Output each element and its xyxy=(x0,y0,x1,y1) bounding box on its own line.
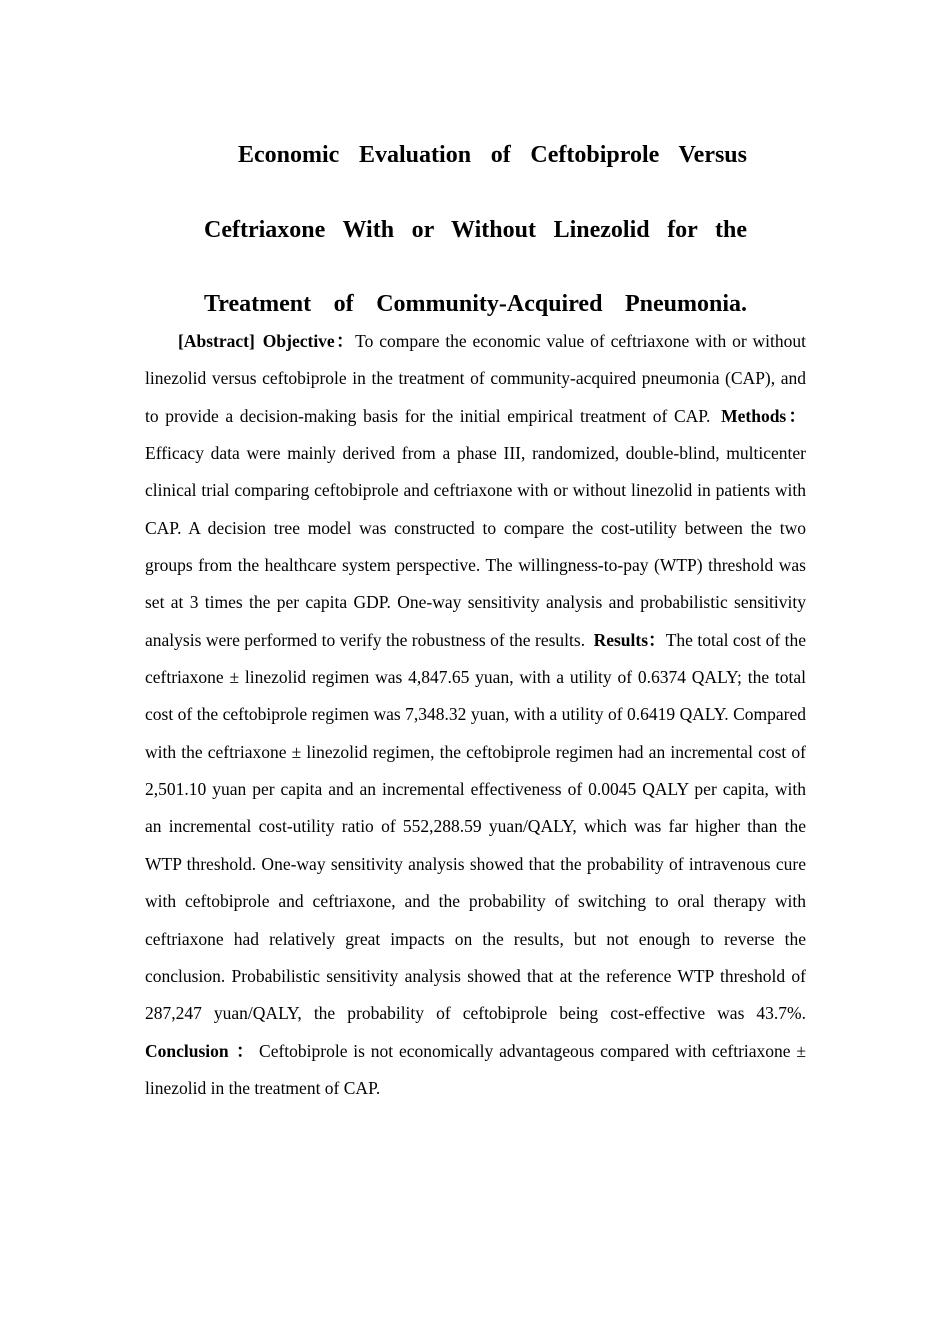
objective-label: Objective xyxy=(262,331,335,351)
conclusion-text: Ceftobiprole is not economically advantageous compared with ceftriaxone ± linezolid in the treatment of CAP. xyxy=(145,1040,806,1098)
title-line-1: Economic Evaluation of Ceftobiprole Versus xyxy=(238,142,747,168)
objective-text: To compare the economic value of ceftriaxone with or without linezolid versus ceftobiprole in the treatment of community-acquired pneumonia (CAP), and to provide a decision-making basis for the initial empirical treatment of CAP. xyxy=(145,331,807,426)
results-text: The total cost of the ceftriaxone ± linezolid regimen was 4,847.65 yuan, with a utility of 0.6374 QALY; the total cost of the ceftobiprole regimen was 7,348.32 yuan, with a utility of 0.6419 QALY. Compared with the ceftriaxone ± linezolid regimen, the ceftobiprole regimen had an incremental cost of 2,501.10 yuan per capita and an incremental effectiveness of 0.0045 QALY per capita, with an incremental cost-utility ratio of 552,288.59 yuan/QALY, which was far higher than the WTP threshold. One-way sensitivity analysis showed that the probability of intravenous cure with ceftobiprole and ceftriaxone, and the probability of switching to oral therapy with ceftriaxone had relatively great impacts on the results, but not enough to reverse the conclusion. Probabilistic sensitivity analysis showed that at the reference WTP threshold of 287,247 yuan/QALY, the probability of ceftobiprole being cost-effective was 43.7%. xyxy=(145,629,806,1024)
methods-text: Efficacy data were mainly derived from a phase III, randomized, double-blind, multicenter clinical trial comparing ceftobiprole and ceftriaxone with or without linezolid in patients with CAP. A decision tree model was constructed to compare the cost-utility between the two groups from the healthcare system perspective. The willingness-to-pay (WTP) threshold was set at 3 times the per capita GDP. One-way sensitivity analysis and probabilistic sensitivity analysis were performed to verify the robustness of the results. xyxy=(145,443,806,650)
methods-label: Methods xyxy=(721,405,787,426)
objective-colon: ： xyxy=(334,331,356,351)
abstract-paragraph xyxy=(145,323,806,1107)
paper-title xyxy=(204,118,747,342)
methods-colon: ： xyxy=(786,405,807,426)
title-line-3: Treatment of Community-Acquired Pneumonia. xyxy=(204,291,747,318)
title-line-2: Ceftriaxone With or Without Linezolid for the xyxy=(204,216,747,243)
results-label: Results xyxy=(593,629,649,650)
abstract-heading: [Abstract] xyxy=(178,331,255,351)
conclusion-label: Conclusion xyxy=(145,1040,229,1061)
results-colon: ： xyxy=(648,629,666,650)
conclusion-colon: ： xyxy=(234,1040,256,1061)
